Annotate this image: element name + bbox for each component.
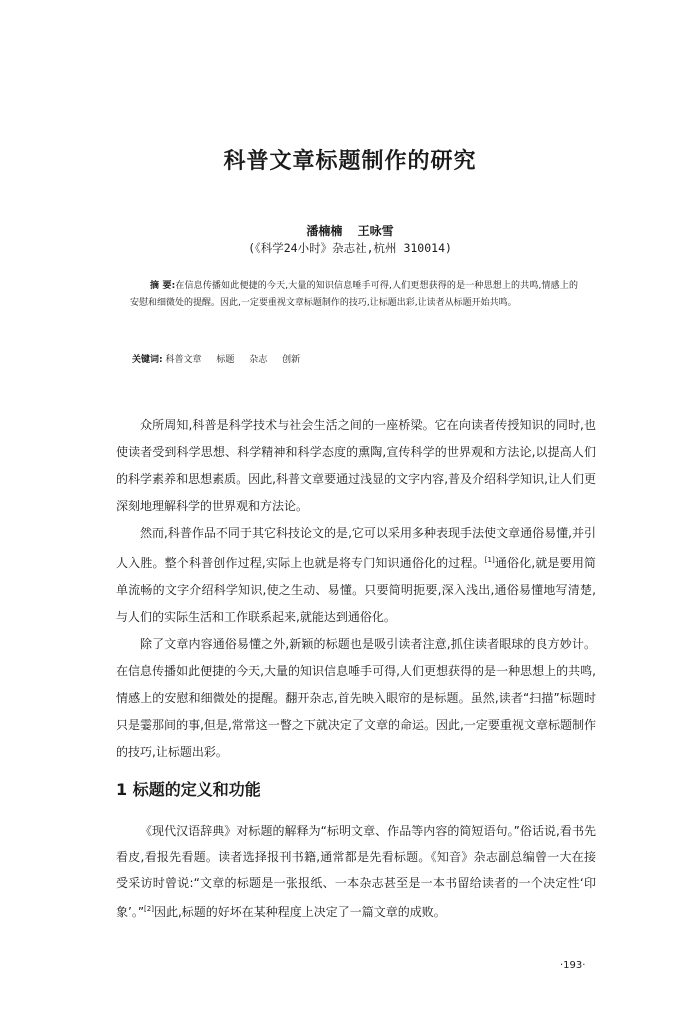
body-paragraph [116, 818, 596, 925]
section-body [116, 818, 596, 925]
author-names: 潘楠楠 王咏雪 [306, 224, 394, 238]
keywords-label: 关键词: [132, 355, 163, 365]
citation-ref: [2] [144, 905, 154, 913]
section-heading: 1 标题的定义和功能 [116, 780, 261, 799]
body-paragraph-part: 《现代汉语辞典》对标题的解释为“标明文章、作品等内容的简短语句。”俗话说,看书先看皮,看报先看题。读者选择报刊书籍,通常都是先看标题。《知音》杂志副总编曾一大在接受采访时曾说:“文章的标题是一张报纸、一本杂志甚至是一本书留给读者的一个决定性‘印象’。” [116, 824, 596, 919]
abstract [130, 278, 578, 312]
intro-body [116, 412, 596, 766]
abstract-text: 在信息传播如此便捷的今天,大量的知识信息唾手可得,人们更想获得的是一种思想上的共鸣,情感上的安慰和细微处的提醒。因此,一定要重视文章标题制作的技巧,让标题出彩,让读者从标题开始共鸣。 [130, 281, 578, 308]
keywords [132, 352, 580, 365]
citation-ref: [1] [484, 556, 495, 564]
keyword-item: 科普文章 [165, 355, 202, 365]
body-paragraph-part: 通俗化,就是要用简单流畅的文字介绍科学知识,使之生动、易懂。只要简明扼要,深入浅出,通俗易懂地写清楚,与人们的实际生活和工作联系起来,就能达到通俗化。 [116, 556, 596, 624]
page-number: ·193· [560, 960, 586, 971]
keyword-item: 杂志 [249, 355, 268, 365]
keyword-item: 标题 [216, 355, 235, 365]
keyword-item: 创新 [282, 355, 301, 365]
paper-title: 科普文章标题制作的研究 [223, 148, 477, 174]
body-paragraph-part: 因此,标题的好坏在某种程度上决定了一篇文章的成败。 [153, 905, 446, 919]
body-paragraph: 除了文章内容通俗易懂之外,新颖的标题也是吸引读者注意,抓住读者眼球的良方妙计。在信息传播如此便捷的今天,大量的知识信息唾手可得,人们更想获得的是一种思想上的共鸣,情感上的安慰和细微处的提醒。翻开杂志,首先映入眼帘的是标题。虽然,读者“扫描”标题时只是霎那间的事,但是,常常这一瞥之下就决定了文章的命运。因此,一定要重视文章标题制作的技巧,让标题出彩。 [116, 637, 596, 759]
body-paragraph-part: 然而,科普作品不同于其它科技论文的是,它可以采用多种表现手法使文章通俗易懂,并引人入胜。整个科普创作过程,实际上也就是将专门知识通俗化的过程。 [116, 526, 596, 570]
body-paragraph: 众所周知,科普是科学技术与社会生活之间的一座桥梁。它在向读者传授知识的同时,也使读者受到科学思想、科学精神和科学态度的熏陶,宣传科学的世界观和方法论,以提高人们的科学素养和思想素质。因此,科普文章要通过浅显的文字内容,普及介绍科学知识,让人们更深刻地理解科学的世界观和方法论。 [116, 418, 596, 513]
abstract-label: 摘 要: [150, 281, 176, 291]
body-paragraph [116, 520, 596, 631]
author-affiliation: (《科学24小时》杂志社,杭州 310014) [248, 241, 452, 255]
